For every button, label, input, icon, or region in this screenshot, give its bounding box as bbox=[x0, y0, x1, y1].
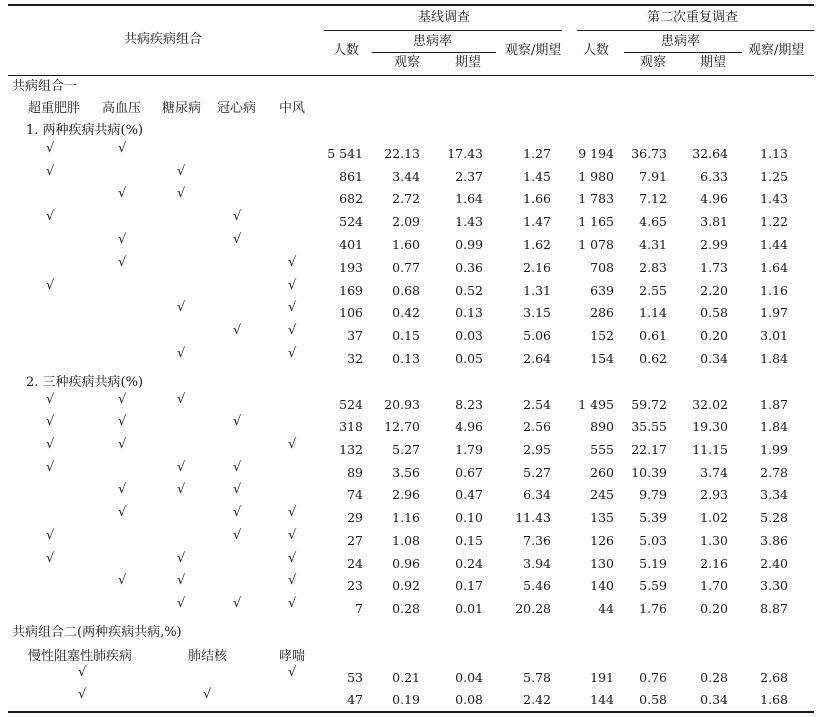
followup-header: 第二次重复调查 bbox=[647, 10, 739, 25]
cell-followup-expected: 1.70 bbox=[700, 578, 728, 593]
cell-followup-expected: 11.15 bbox=[692, 442, 728, 457]
check-mark: √ bbox=[46, 528, 55, 543]
cell-baseline-observed: 0.28 bbox=[392, 601, 420, 616]
cell-baseline-n: 318 bbox=[339, 419, 363, 434]
cell-baseline-n: 47 bbox=[347, 692, 363, 707]
baseline-prevalence-rule bbox=[372, 52, 496, 53]
followup-group-rule bbox=[577, 30, 814, 31]
group-title-header: 共病疾病组合 bbox=[124, 32, 203, 47]
cell-baseline-n: 193 bbox=[339, 260, 363, 275]
check-mark: √ bbox=[177, 460, 186, 475]
cell-followup-observed: 7.91 bbox=[639, 169, 667, 184]
cell-followup-ratio: 1.43 bbox=[760, 191, 788, 206]
cell-followup-observed: 2.83 bbox=[639, 260, 667, 275]
cell-followup-observed: 7.12 bbox=[639, 191, 667, 206]
cell-followup-expected: 2.99 bbox=[700, 237, 728, 252]
cell-baseline-observed: 0.19 bbox=[392, 692, 420, 707]
check-mark: √ bbox=[46, 460, 55, 475]
cell-followup-ratio: 1.16 bbox=[760, 283, 788, 298]
cell-baseline-n: 23 bbox=[347, 578, 363, 593]
cell-followup-expected: 0.34 bbox=[700, 351, 728, 366]
cell-baseline-ratio: 1.47 bbox=[523, 214, 551, 229]
cell-followup-ratio: 1.84 bbox=[760, 419, 788, 434]
cell-baseline-n: 524 bbox=[339, 397, 363, 412]
cell-followup-observed: 36.73 bbox=[631, 146, 667, 161]
cell-baseline-expected: 0.01 bbox=[455, 601, 483, 616]
check-mark: √ bbox=[288, 300, 297, 315]
cell-followup-observed: 22.17 bbox=[631, 442, 667, 457]
cell-baseline-expected: 0.52 bbox=[455, 283, 483, 298]
check-mark: √ bbox=[46, 392, 55, 407]
check-mark: √ bbox=[288, 505, 297, 520]
cell-baseline-observed: 0.96 bbox=[392, 556, 420, 571]
cell-followup-expected: 2.20 bbox=[700, 283, 728, 298]
cell-followup-expected: 1.02 bbox=[700, 510, 728, 525]
cell-followup-observed: 0.62 bbox=[639, 351, 667, 366]
cell-followup-ratio: 1.64 bbox=[760, 260, 788, 275]
baseline-group-rule bbox=[324, 30, 562, 31]
cell-baseline-observed: 20.93 bbox=[384, 397, 420, 412]
cell-followup-ratio: 2.40 bbox=[760, 556, 788, 571]
check-mark: √ bbox=[233, 323, 242, 338]
cell-followup-expected: 1.73 bbox=[700, 260, 728, 275]
cell-followup-ratio: 5.28 bbox=[760, 510, 788, 525]
check-mark: √ bbox=[233, 596, 242, 611]
cell-followup-ratio: 1.44 bbox=[760, 237, 788, 252]
cell-baseline-ratio: 1.45 bbox=[523, 169, 551, 184]
cell-baseline-ratio: 7.36 bbox=[523, 533, 551, 548]
cell-followup-ratio: 2.78 bbox=[760, 465, 788, 480]
cell-followup-n: 1 165 bbox=[578, 214, 614, 229]
cell-baseline-n: 169 bbox=[339, 283, 363, 298]
bottom-rule bbox=[8, 711, 814, 713]
cell-followup-observed: 0.58 bbox=[639, 692, 667, 707]
cell-followup-n: 1 495 bbox=[578, 397, 614, 412]
check-mark: √ bbox=[46, 164, 55, 179]
cell-followup-n: 44 bbox=[598, 601, 614, 616]
followup-expected-header: 期望 bbox=[700, 55, 727, 70]
subsection-three-diseases: 2. 三种疾病共病(%) bbox=[26, 375, 144, 390]
followup-prevalence-header: 患病率 bbox=[661, 34, 701, 49]
cell-baseline-observed: 12.70 bbox=[384, 419, 420, 434]
check-mark: √ bbox=[177, 596, 186, 611]
baseline-expected-header: 期望 bbox=[455, 55, 482, 70]
cell-baseline-observed: 0.21 bbox=[392, 670, 420, 685]
cell-baseline-n: 524 bbox=[339, 214, 363, 229]
top-rule bbox=[8, 4, 814, 6]
cell-baseline-n: 861 bbox=[339, 169, 363, 184]
check-mark: √ bbox=[177, 186, 186, 201]
cell-baseline-ratio: 2.56 bbox=[523, 419, 551, 434]
check-mark: √ bbox=[177, 346, 186, 361]
cell-baseline-n: 106 bbox=[339, 305, 363, 320]
disease-label-asthma: 哮喘 bbox=[279, 649, 306, 664]
check-mark: √ bbox=[118, 232, 127, 247]
cell-baseline-expected: 1.79 bbox=[455, 442, 483, 457]
cell-baseline-expected: 0.08 bbox=[455, 692, 483, 707]
cell-followup-observed: 5.59 bbox=[639, 578, 667, 593]
cell-baseline-observed: 0.15 bbox=[392, 328, 420, 343]
cell-followup-expected: 0.20 bbox=[700, 601, 728, 616]
check-mark: √ bbox=[118, 414, 127, 429]
check-mark: √ bbox=[46, 278, 55, 293]
check-mark: √ bbox=[233, 414, 242, 429]
cell-followup-n: 286 bbox=[590, 305, 614, 320]
cell-baseline-expected: 17.43 bbox=[447, 146, 483, 161]
cell-followup-n: 555 bbox=[590, 442, 614, 457]
check-mark: √ bbox=[46, 551, 55, 566]
cell-baseline-ratio: 2.64 bbox=[523, 351, 551, 366]
cell-followup-observed: 2.55 bbox=[639, 283, 667, 298]
disease-label-stroke: 中风 bbox=[279, 101, 306, 116]
cell-followup-ratio: 3.01 bbox=[760, 328, 788, 343]
cell-followup-ratio: 1.84 bbox=[760, 351, 788, 366]
cell-baseline-ratio: 1.62 bbox=[523, 237, 551, 252]
cell-followup-expected: 19.30 bbox=[692, 419, 728, 434]
cell-followup-n: 9 194 bbox=[578, 146, 614, 161]
check-mark: √ bbox=[118, 255, 127, 270]
check-mark: √ bbox=[288, 323, 297, 338]
cell-baseline-ratio: 5.06 bbox=[523, 328, 551, 343]
cell-followup-observed: 4.31 bbox=[639, 237, 667, 252]
check-mark: √ bbox=[118, 186, 127, 201]
cell-followup-n: 1 980 bbox=[578, 169, 614, 184]
cell-baseline-expected: 0.24 bbox=[455, 556, 483, 571]
cell-followup-ratio: 1.99 bbox=[760, 442, 788, 457]
cell-baseline-expected: 4.96 bbox=[455, 419, 483, 434]
check-mark: √ bbox=[46, 209, 55, 224]
cell-followup-observed: 0.61 bbox=[639, 328, 667, 343]
cell-followup-expected: 0.58 bbox=[700, 305, 728, 320]
followup-prevalence-rule bbox=[624, 52, 742, 53]
section1-title: 共病组合一 bbox=[12, 79, 78, 94]
cell-baseline-observed: 3.44 bbox=[392, 169, 420, 184]
cell-followup-ratio: 1.87 bbox=[760, 397, 788, 412]
cell-baseline-ratio: 1.66 bbox=[523, 191, 551, 206]
cell-followup-expected: 0.28 bbox=[700, 670, 728, 685]
cell-baseline-observed: 3.56 bbox=[392, 465, 420, 480]
cell-followup-n: 890 bbox=[590, 419, 614, 434]
baseline-observed-header: 观察 bbox=[394, 55, 421, 70]
cell-baseline-ratio: 2.95 bbox=[523, 442, 551, 457]
cell-followup-n: 245 bbox=[590, 487, 614, 502]
cell-baseline-ratio: 2.16 bbox=[523, 260, 551, 275]
cell-baseline-ratio: 11.43 bbox=[515, 510, 551, 525]
check-mark: √ bbox=[177, 300, 186, 315]
cell-followup-ratio: 3.30 bbox=[760, 578, 788, 593]
cell-followup-ratio: 3.34 bbox=[760, 487, 788, 502]
cell-baseline-ratio: 5.46 bbox=[523, 578, 551, 593]
cell-baseline-ratio: 1.27 bbox=[523, 146, 551, 161]
cell-baseline-expected: 1.43 bbox=[455, 214, 483, 229]
check-mark: √ bbox=[288, 528, 297, 543]
cell-followup-observed: 5.39 bbox=[639, 510, 667, 525]
cell-followup-n: 708 bbox=[590, 260, 614, 275]
check-mark: √ bbox=[118, 392, 127, 407]
cell-baseline-n: 132 bbox=[339, 442, 363, 457]
check-mark: √ bbox=[233, 460, 242, 475]
subsection-two-diseases: 1. 两种疾病共病(%) bbox=[26, 123, 144, 138]
cell-baseline-ratio: 3.94 bbox=[523, 556, 551, 571]
followup-people-header: 人数 bbox=[583, 43, 610, 58]
baseline-header: 基线调查 bbox=[418, 10, 471, 25]
disease-label-hypertension: 高血压 bbox=[102, 101, 142, 116]
cell-followup-ratio: 1.68 bbox=[760, 692, 788, 707]
cell-baseline-observed: 0.13 bbox=[392, 351, 420, 366]
cell-followup-expected: 32.02 bbox=[692, 397, 728, 412]
followup-ratio-header: 观察/期望 bbox=[748, 43, 805, 58]
cell-baseline-n: 27 bbox=[347, 533, 363, 548]
cell-followup-expected: 4.96 bbox=[700, 191, 728, 206]
cell-followup-ratio: 8.87 bbox=[760, 601, 788, 616]
cell-followup-observed: 1.76 bbox=[639, 601, 667, 616]
cell-followup-n: 130 bbox=[590, 556, 614, 571]
cell-baseline-ratio: 3.15 bbox=[523, 305, 551, 320]
check-mark: √ bbox=[46, 437, 55, 452]
cell-followup-observed: 0.76 bbox=[639, 670, 667, 685]
cell-followup-expected: 1.30 bbox=[700, 533, 728, 548]
check-mark: √ bbox=[233, 232, 242, 247]
cell-baseline-expected: 0.15 bbox=[455, 533, 483, 548]
cell-followup-expected: 2.93 bbox=[700, 487, 728, 502]
cell-baseline-observed: 0.92 bbox=[392, 578, 420, 593]
check-mark: √ bbox=[46, 141, 55, 156]
cell-followup-observed: 5.03 bbox=[639, 533, 667, 548]
cell-baseline-expected: 0.47 bbox=[455, 487, 483, 502]
check-mark: √ bbox=[78, 665, 87, 680]
cell-followup-ratio: 3.86 bbox=[760, 533, 788, 548]
check-mark: √ bbox=[177, 164, 186, 179]
check-mark: √ bbox=[118, 505, 127, 520]
baseline-prevalence-header: 患病率 bbox=[413, 34, 453, 49]
check-mark: √ bbox=[288, 573, 297, 588]
cell-baseline-n: 401 bbox=[339, 237, 363, 252]
cell-baseline-expected: 0.03 bbox=[455, 328, 483, 343]
cell-baseline-observed: 0.68 bbox=[392, 283, 420, 298]
check-mark: √ bbox=[288, 665, 297, 680]
cell-baseline-ratio: 5.78 bbox=[523, 670, 551, 685]
cell-followup-observed: 4.65 bbox=[639, 214, 667, 229]
cell-baseline-ratio: 5.27 bbox=[523, 465, 551, 480]
baseline-ratio-header: 观察/期望 bbox=[505, 43, 562, 58]
cell-baseline-n: 74 bbox=[347, 487, 363, 502]
cell-baseline-expected: 0.10 bbox=[455, 510, 483, 525]
check-mark: √ bbox=[288, 278, 297, 293]
cell-followup-ratio: 2.68 bbox=[760, 670, 788, 685]
cell-baseline-observed: 2.09 bbox=[392, 214, 420, 229]
cell-followup-ratio: 1.25 bbox=[760, 169, 788, 184]
cell-followup-expected: 6.33 bbox=[700, 169, 728, 184]
cell-baseline-observed: 0.42 bbox=[392, 305, 420, 320]
cell-baseline-expected: 0.99 bbox=[455, 237, 483, 252]
cell-baseline-observed: 2.96 bbox=[392, 487, 420, 502]
cell-baseline-n: 24 bbox=[347, 556, 363, 571]
cell-followup-n: 154 bbox=[590, 351, 614, 366]
cell-baseline-n: 7 bbox=[355, 601, 363, 616]
cell-baseline-observed: 22.13 bbox=[384, 146, 420, 161]
check-mark: √ bbox=[177, 482, 186, 497]
check-mark: √ bbox=[288, 255, 297, 270]
cell-followup-expected: 32.64 bbox=[692, 146, 728, 161]
cell-followup-ratio: 1.13 bbox=[760, 146, 788, 161]
cell-followup-observed: 59.72 bbox=[631, 397, 667, 412]
cell-baseline-ratio: 6.34 bbox=[523, 487, 551, 502]
cell-baseline-observed: 1.16 bbox=[392, 510, 420, 525]
cell-baseline-expected: 0.67 bbox=[455, 465, 483, 480]
cell-baseline-expected: 0.05 bbox=[455, 351, 483, 366]
cell-baseline-expected: 0.04 bbox=[455, 670, 483, 685]
disease-label-tuberculosis: 肺结核 bbox=[188, 649, 228, 664]
cell-baseline-n: 32 bbox=[347, 351, 363, 366]
check-mark: √ bbox=[177, 392, 186, 407]
cell-baseline-ratio: 2.42 bbox=[523, 692, 551, 707]
check-mark: √ bbox=[288, 596, 297, 611]
disease-label-chd: 冠心病 bbox=[217, 101, 257, 116]
cell-followup-n: 1 783 bbox=[578, 191, 614, 206]
section2-title: 共病组合二(两种疾病共病,%) bbox=[12, 625, 182, 640]
check-mark: √ bbox=[177, 551, 186, 566]
cell-followup-observed: 9.79 bbox=[639, 487, 667, 502]
baseline-people-header: 人数 bbox=[333, 43, 360, 58]
cell-baseline-n: 5 541 bbox=[327, 146, 363, 161]
check-mark: √ bbox=[288, 346, 297, 361]
disease-label-diabetes: 糖尿病 bbox=[162, 101, 202, 116]
cell-followup-ratio: 1.97 bbox=[760, 305, 788, 320]
followup-observed-header: 观察 bbox=[640, 55, 667, 70]
check-mark: √ bbox=[118, 573, 127, 588]
cell-baseline-expected: 8.23 bbox=[455, 397, 483, 412]
check-mark: √ bbox=[233, 482, 242, 497]
disease-label-obesity: 超重肥胖 bbox=[28, 101, 81, 116]
cell-followup-observed: 35.55 bbox=[631, 419, 667, 434]
cell-followup-n: 260 bbox=[590, 465, 614, 480]
cell-baseline-n: 89 bbox=[347, 465, 363, 480]
cell-baseline-expected: 0.36 bbox=[455, 260, 483, 275]
cell-followup-n: 126 bbox=[590, 533, 614, 548]
cell-followup-observed: 1.14 bbox=[639, 305, 667, 320]
check-mark: √ bbox=[177, 573, 186, 588]
check-mark: √ bbox=[78, 687, 87, 702]
cell-baseline-n: 37 bbox=[347, 328, 363, 343]
cell-followup-expected: 3.74 bbox=[700, 465, 728, 480]
cell-baseline-expected: 0.13 bbox=[455, 305, 483, 320]
cell-baseline-ratio: 1.31 bbox=[523, 283, 551, 298]
cell-baseline-observed: 0.77 bbox=[392, 260, 420, 275]
cell-followup-ratio: 1.22 bbox=[760, 214, 788, 229]
check-mark: √ bbox=[288, 437, 297, 452]
cell-baseline-expected: 2.37 bbox=[455, 169, 483, 184]
check-mark: √ bbox=[118, 141, 127, 156]
check-mark: √ bbox=[233, 209, 242, 224]
cell-followup-expected: 0.34 bbox=[700, 692, 728, 707]
check-mark: √ bbox=[233, 528, 242, 543]
cell-followup-expected: 3.81 bbox=[700, 214, 728, 229]
header-bottom-rule bbox=[8, 75, 814, 76]
cell-baseline-observed: 5.27 bbox=[392, 442, 420, 457]
check-mark: √ bbox=[118, 482, 127, 497]
check-mark: √ bbox=[233, 505, 242, 520]
cell-baseline-n: 29 bbox=[347, 510, 363, 525]
cell-baseline-expected: 0.17 bbox=[455, 578, 483, 593]
check-mark: √ bbox=[118, 437, 127, 452]
disease-label-copd: 慢性阻塞性肺疾病 bbox=[28, 649, 133, 664]
cell-followup-observed: 10.39 bbox=[631, 465, 667, 480]
cell-baseline-observed: 1.08 bbox=[392, 533, 420, 548]
cell-followup-observed: 5.19 bbox=[639, 556, 667, 571]
cell-followup-n: 191 bbox=[590, 670, 614, 685]
cell-baseline-n: 53 bbox=[347, 670, 363, 685]
cell-followup-n: 1 078 bbox=[578, 237, 614, 252]
cell-followup-n: 639 bbox=[590, 283, 614, 298]
cell-followup-n: 135 bbox=[590, 510, 614, 525]
cell-baseline-observed: 2.72 bbox=[392, 191, 420, 206]
cell-followup-expected: 2.16 bbox=[700, 556, 728, 571]
cell-baseline-n: 682 bbox=[339, 191, 363, 206]
cell-followup-n: 140 bbox=[590, 578, 614, 593]
cell-followup-expected: 0.20 bbox=[700, 328, 728, 343]
cell-baseline-expected: 1.64 bbox=[455, 191, 483, 206]
check-mark: √ bbox=[288, 551, 297, 566]
cell-baseline-observed: 1.60 bbox=[392, 237, 420, 252]
cell-followup-n: 152 bbox=[590, 328, 614, 343]
cell-baseline-ratio: 2.54 bbox=[523, 397, 551, 412]
check-mark: √ bbox=[203, 687, 212, 702]
check-mark: √ bbox=[46, 414, 55, 429]
cell-baseline-ratio: 20.28 bbox=[515, 601, 551, 616]
cell-followup-n: 144 bbox=[590, 692, 614, 707]
